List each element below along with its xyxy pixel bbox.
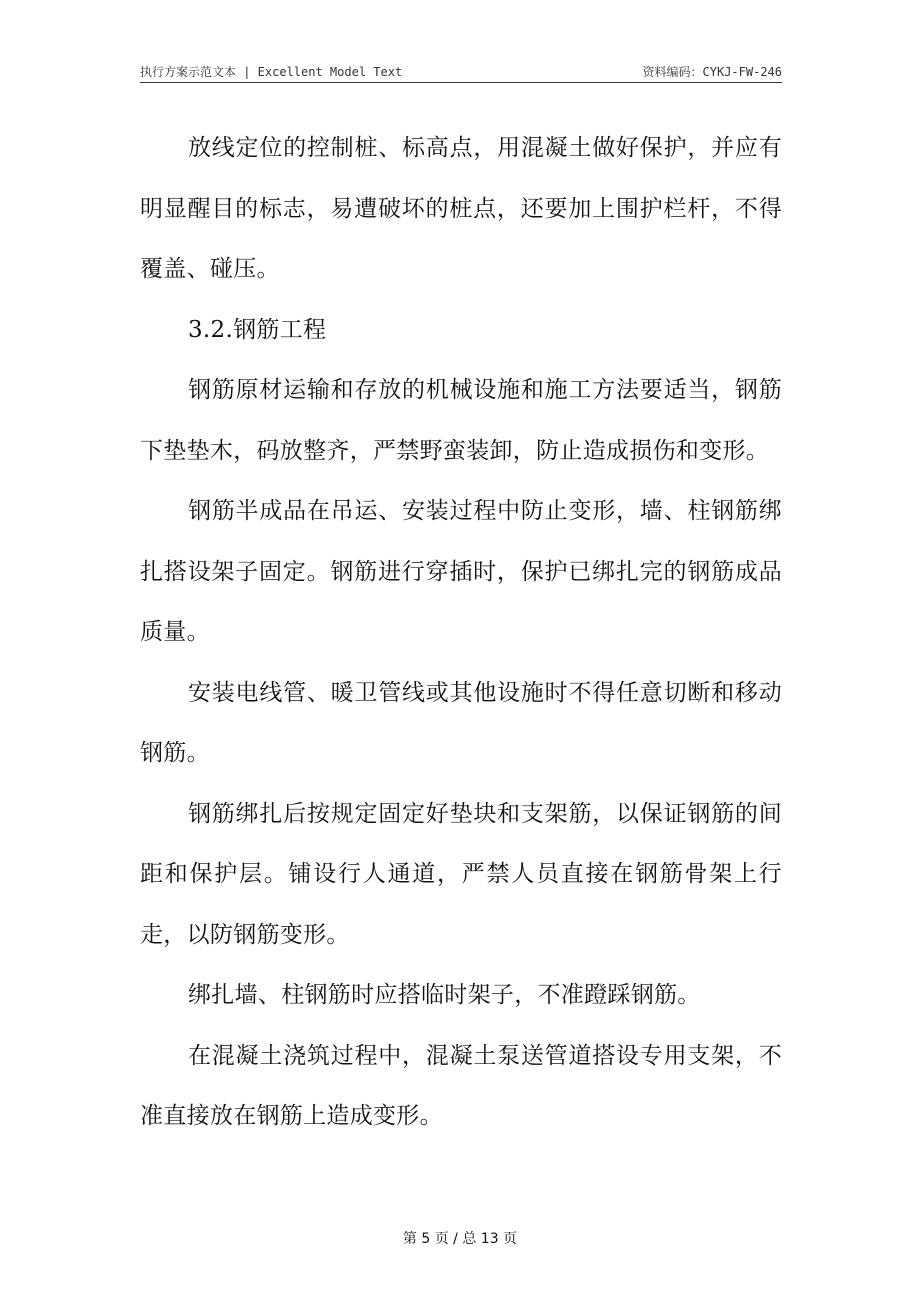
paragraph-rebar-semi-finished: 钢筋半成品在吊运、安装过程中防止变形，墙、柱钢筋绑扎搭设架子固定。钢筋进行穿插时，保护已绑扎完的钢筋成品质量。 — [140, 498, 782, 645]
paragraph-protection-marks: 放线定位的控制桩、标高点，用混凝土做好保护，并应有明显醒目的标志，易遭破坏的桩点，还要加上围护栏杆，不得覆盖、碰压。 — [140, 135, 782, 282]
paragraph-spacer-blocks: 钢筋绑扎后按规定固定好垫块和支架筋，以保证钢筋的间距和保护层。铺设行人通道，严禁人员直接在钢筋骨架上行走，以防钢筋变形。 — [140, 800, 782, 948]
document-body — [140, 118, 782, 1147]
paragraph-temporary-scaffold: 绑扎墙、柱钢筋时应搭临时架子，不准蹬踩钢筋。 — [188, 982, 701, 1008]
page-number: 第 5 页 / 总 13 页 — [402, 1231, 518, 1247]
page-header — [140, 58, 782, 83]
document-code: 资料编码：CYKJ-FW-246 — [642, 65, 782, 79]
section-heading-rebar: 3.2.钢筋工程 — [188, 316, 327, 343]
paragraph-rebar-transport: 钢筋原材运输和存放的机械设施和施工方法要适当，钢筋下垫垫木，码放整齐，严禁野蛮装卸，防止造成损伤和变形。 — [140, 377, 782, 464]
paragraph-concrete-pumping: 在混凝土浇筑过程中，混凝土泵送管道搭设专用支架，不准直接放在钢筋上造成变形。 — [140, 1042, 782, 1129]
paragraph-pipe-installation: 安装电线管、暖卫管线或其他设施时不得任意切断和移动钢筋。 — [140, 679, 782, 766]
header-title: 执行方案示范文本 | Excellent Model Text — [140, 65, 403, 79]
